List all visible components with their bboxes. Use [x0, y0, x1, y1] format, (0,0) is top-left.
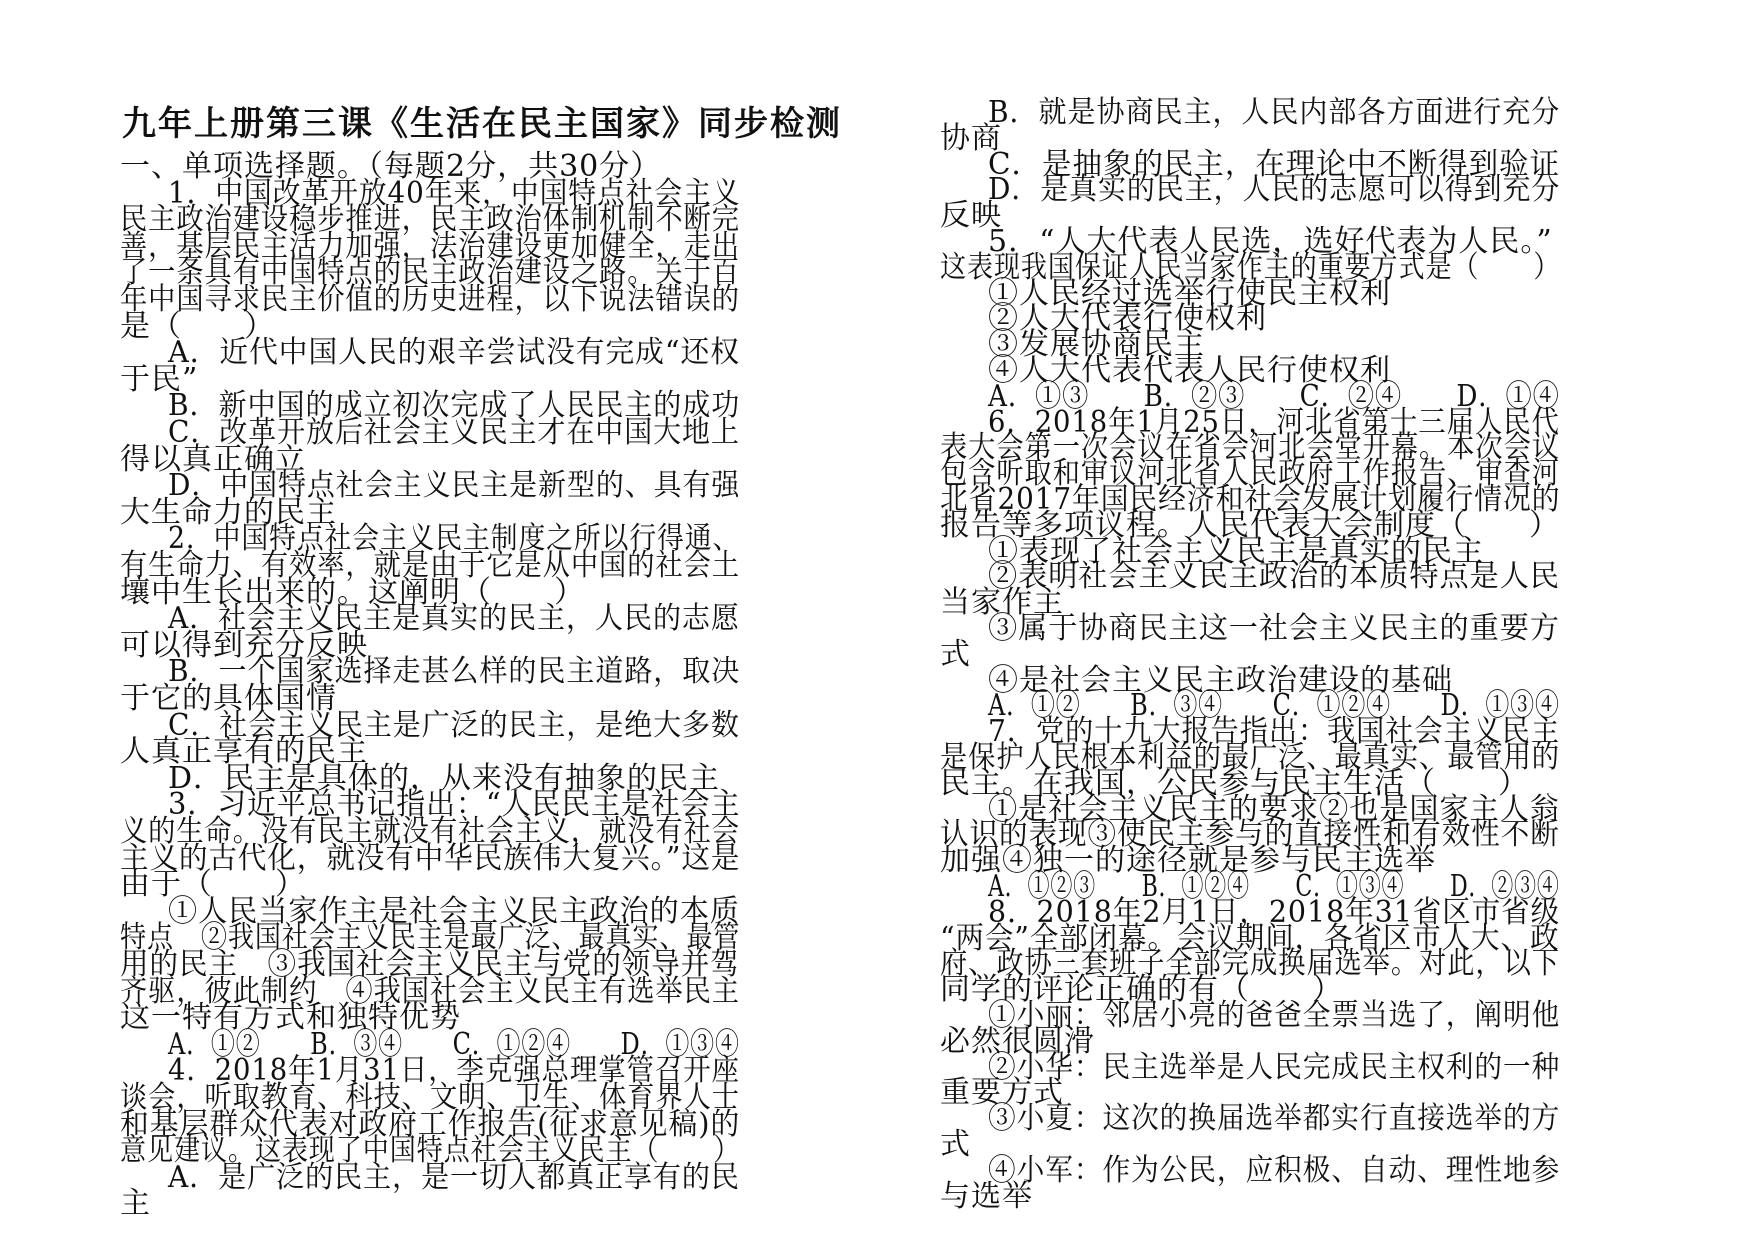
text-line: C．改革开放后社会主义民主才在中国大地上	[168, 415, 740, 450]
text-line: 义的生命。没有民主就没有社会主义，就没有社会	[120, 814, 740, 849]
text-line: 5．“人大代表人民选，选好代表为人民。”	[988, 224, 1553, 259]
text-line: A．近代中国人民的艰辛尝试没有完成“还权	[168, 335, 740, 371]
text-line: 有生命力、有效率，就是由于它是从中国的社会土	[120, 548, 740, 583]
text-line: 一、单项选择题。（每题2分，共30分）	[120, 149, 662, 184]
text-line: 这表现我国保证人民当家作主的重要方式是（ ）	[940, 249, 1561, 285]
text-line: ①人民当家作主是社会主义民主政治的本质	[168, 893, 740, 929]
text-line: C．社会主义民主是广泛的民主，是绝大多数	[168, 707, 740, 743]
text-line: 大生命力的民主	[120, 494, 337, 530]
text-line: 于民”	[120, 361, 199, 397]
text-line: ④是社会主义民主政治建设的基础	[988, 662, 1453, 698]
text-line: ①是社会主义民主的要求②也是国家主人翁	[988, 791, 1560, 827]
text-line: 北省2017年国民经济和社会发展计划履行情况的	[940, 482, 1561, 517]
text-line: 6．2018年1月25日，河北省第十三届人民代	[988, 404, 1560, 440]
text-line: D．中国特点社会主义民主是新型的、具有强	[168, 468, 741, 504]
text-line: 认识的表现③使民主参与的直接性和有效性不断	[940, 817, 1560, 853]
text-line: 善，基层民主活力加强，法治建设更加健全，走出	[120, 228, 740, 264]
text-line: 和基层群众代表对政府工作报告(征求意见稿)的	[120, 1106, 741, 1142]
text-line: A．社会主义民主是真实的民主，人民的志愿	[168, 601, 740, 637]
text-line: ③发展协商民主	[988, 327, 1205, 363]
text-line: 了一条具有中国特点的民主政治建设之路。关于百	[120, 255, 740, 291]
text-line: ③属于协商民主这一社会主义民主的重要方	[988, 611, 1560, 646]
text-line: 加强④独一的途径就是参与民主选举	[940, 843, 1436, 879]
text-line: 民主。在我国，公民参与民主生活（ ）	[940, 765, 1529, 801]
text-line: 式	[940, 636, 971, 672]
text-line: 3．习近平总书记指出：“人民民主是社会主	[168, 787, 741, 823]
text-line: 年中国寻求民主价值的历史进程，以下说法错误的	[120, 282, 740, 317]
text-line: B．一个国家选择走甚么样的民主道路，取决	[168, 654, 741, 690]
text-line: “两会”全部闭幕。会议期间，各省区市人大、政	[940, 920, 1560, 956]
text-line: ①小丽：邻居小亮的爸爸全票当选了，阐明他	[988, 998, 1561, 1033]
text-line: 特点 ②我国社会主义民主是最广泛、最真实、最管	[120, 920, 741, 956]
text-line: 是（ ）	[120, 308, 275, 344]
text-line: 府、政协三套班子全部完成换届选举。对此，以下	[940, 946, 1560, 982]
text-line: 主义的古代化，就没有中华民族伟大复兴。”这是	[120, 840, 741, 876]
text-line: 民主政治建设稳步推进，民主政治体制机制不断完	[120, 202, 740, 238]
text-line: 这一特有方式和独特优势	[120, 1000, 461, 1036]
text-line: C．是抽象的民主，在理论中不断得到验证	[988, 146, 1561, 182]
text-line: A．①②③ B．①②④ C．①③④ D．②③④	[988, 869, 1560, 904]
text-line: 是保护人民根本利益的最广泛、最真实、最管用的	[940, 740, 1560, 775]
text-line: 由于（ ）	[120, 867, 306, 903]
text-line: 可以得到充分反映	[120, 627, 368, 663]
text-line: 谈会，听取教育、科技、文明、卫生、体育界人士	[120, 1080, 740, 1115]
text-line: 于它的具体国情	[120, 681, 337, 716]
text-line: B．新中国的成立初次完成了人民民主的成功	[168, 388, 741, 424]
text-line: 齐驱，彼此制约 ④我国社会主义民主有选举民主	[120, 973, 740, 1009]
text-line: 反映	[940, 198, 1002, 234]
text-line: ①表现了社会主义民主是真实的民主	[988, 533, 1484, 569]
text-line: ③小夏：这次的换届选举都实行直接选举的方	[988, 1101, 1561, 1137]
text-line: ①人民经过选举行使民主权利	[988, 275, 1391, 311]
text-line: 协商	[940, 120, 1002, 156]
text-line: ④人大代表代表人民行使权利	[988, 353, 1391, 388]
text-line: ②小华：民主选举是人民完成民主权利的一种	[988, 1049, 1561, 1085]
text-line: 壤中生长出来的。这阐明（ ）	[120, 574, 585, 610]
text-line: ②表明社会主义民主政治的本质特点是人民	[988, 559, 1560, 595]
text-line: 报告等多项议程。人民代表大会制度（ ）	[940, 507, 1560, 543]
text-line: 当家作主	[940, 585, 1064, 621]
text-line: 表大会第一次会议在省会河北会堂开幕。本次会议	[940, 430, 1560, 466]
text-line: ④小军：作为公民，应积极、自动、理性地参	[988, 1152, 1561, 1188]
text-line: A．是广泛的民主，是一切人都真正享有的民	[168, 1159, 740, 1195]
document-title: 九年上册第三课《生活在民主国家》同步检测	[122, 106, 842, 143]
text-line: 7．党的十九大报告指出：我国社会主义民主	[988, 714, 1560, 750]
text-line: 主	[120, 1186, 151, 1222]
text-line: 意见建议。这表现了中国特点社会主义民主（ ）	[120, 1133, 741, 1169]
text-line: ②人大代表行使权利	[988, 301, 1267, 337]
text-line: A．①② B．③④ C．①②④ D．①③④	[988, 688, 1560, 724]
text-line: A．①③ B．②③ C．②④ D．①④	[988, 378, 1560, 414]
text-line: 同学的评论正确的有（ ）	[940, 972, 1343, 1008]
text-line: 4．2018年1月31日，李克强总理掌管召开座	[168, 1053, 740, 1089]
text-line: D．是真实的民主，人民的志愿可以得到充分	[988, 172, 1561, 208]
text-line: 包含听取和审议河北省人民政府工作报告、审查河	[940, 456, 1560, 492]
text-line: D．民主是具体的，从来没有抽象的民主	[168, 760, 721, 796]
text-line: 重要方式	[940, 1075, 1064, 1111]
text-line: 人真正享有的民主	[120, 734, 368, 770]
text-line: 式	[940, 1127, 971, 1162]
text-line: B．就是协商民主，人民内部各方面进行充分	[988, 95, 1561, 130]
text-line: 得以真正确立	[120, 441, 306, 477]
text-line: 必然很圆滑	[940, 1023, 1095, 1059]
text-line: 8．2018年2月1日，2018年31省区市省级	[988, 894, 1561, 930]
text-line: 用的民主 ③我国社会主义民主与党的领导并驾	[120, 947, 740, 982]
text-line: A．①② B．③④ C．①②④ D．①③④	[168, 1026, 740, 1062]
text-line: 2．中国特点社会主义民主制度之所以行得通、	[168, 521, 741, 557]
text-line: 1．中国改革开放40年来，中国特点社会主义	[168, 175, 741, 211]
text-line: 与选举	[940, 1178, 1033, 1214]
